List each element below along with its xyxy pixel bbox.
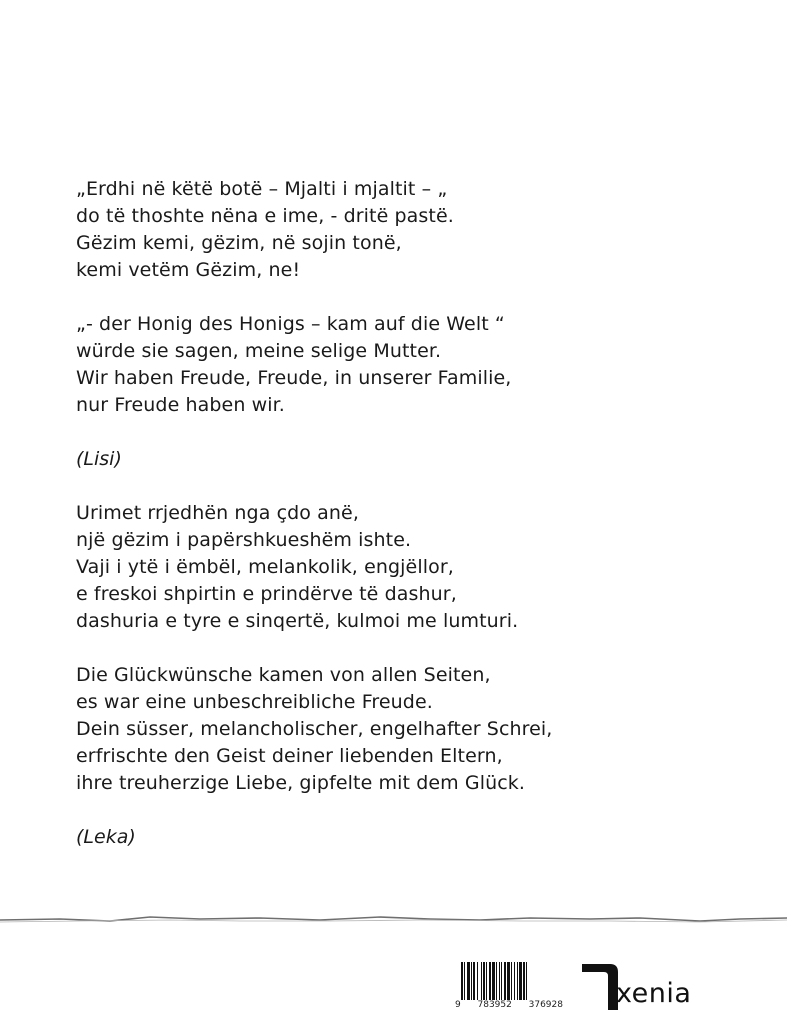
barcode-bar (501, 962, 502, 1000)
poem-line: es war eine unbeschreibliche Freude. (76, 691, 433, 713)
stanza-albanian-1 (76, 176, 756, 284)
stanza-german-2 (76, 662, 756, 797)
barcode-digits (455, 1000, 563, 1010)
poem-line: erfrischte den Geist deiner liebenden Eltern, (76, 745, 503, 767)
poem-line: një gëzim i papërshkueshëm ishte. (76, 529, 412, 551)
poem-line: Vaji i ytë i ëmbël, melankolik, engjëllor, (76, 556, 454, 578)
barcode-bar (486, 962, 487, 1000)
barcode-bar (481, 962, 482, 1000)
barcode-bars (461, 962, 559, 1000)
barcode-bar (523, 962, 525, 1000)
poem-line: kemi vetëm Gëzim, ne! (76, 259, 301, 281)
poem-line: e freskoi shpirtin e prindërve të dashur, (76, 583, 457, 605)
stanza-german-1 (76, 311, 756, 419)
poem-line: würde sie sagen, meine selige Mutter. (76, 340, 442, 362)
barcode (455, 962, 563, 1014)
publisher-name: xenia (616, 978, 692, 1009)
barcode-bar (473, 962, 475, 1000)
barcode-bar (464, 962, 465, 1000)
poem-line: „- der Honig des Honigs – kam auf die Welt “ (76, 313, 505, 335)
barcode-digit-group: 783952 (477, 1000, 512, 1010)
barcode-bar (507, 962, 510, 1000)
barcode-bar (483, 962, 485, 1000)
poem-line: Wir haben Freude, Freude, in unserer Familie, (76, 367, 512, 389)
poem-line: Die Glückwünsche kamen von allen Seiten, (76, 664, 491, 686)
poem-line: „Erdhi në këtë botë – Mjalti i mjaltit – „ (76, 178, 448, 200)
barcode-bar (496, 962, 497, 1000)
barcode-bar (519, 962, 522, 1000)
barcode-bar (526, 962, 527, 1000)
poem-line: nur Freude haben wir. (76, 394, 285, 416)
ground-line-decoration (0, 908, 787, 928)
barcode-digit-prefix: 9 (455, 1000, 461, 1010)
barcode-bar (504, 962, 506, 1000)
barcode-bar (477, 962, 478, 1000)
poem-line: do të thoshte nëna e ime, - dritë pastë. (76, 205, 454, 227)
poem-line: ihre treuherzige Liebe, gipfelte mit dem Glück. (76, 772, 526, 794)
poem-line: Gëzim kemi, gëzim, në sojin tonë, (76, 232, 402, 254)
barcode-digit-group: 376928 (528, 1000, 563, 1010)
publisher-logo (580, 960, 700, 1012)
barcode-bar (514, 962, 515, 1000)
barcode-bar (517, 962, 518, 1000)
barcode-bar (467, 962, 470, 1000)
poem (76, 176, 756, 851)
barcode-bar (511, 962, 512, 1000)
barcode-bar (499, 962, 500, 1000)
barcode-bar (492, 962, 495, 1000)
stanza-albanian-2 (76, 500, 756, 635)
poem-line: dashuria e tyre e sinqertë, kulmoi me lumturi. (76, 610, 519, 632)
barcode-bar (471, 962, 472, 1000)
author-signature: (Lisi) (76, 448, 122, 470)
publisher-logo-mark-icon (580, 962, 620, 1012)
author-signature: (Leka) (76, 826, 136, 848)
barcode-bar (461, 962, 463, 1000)
barcode-bar (489, 962, 491, 1000)
poem-line: Dein süsser, melancholischer, engelhafter Schrei, (76, 718, 553, 740)
poem-line: Urimet rrjedhën nga çdo anë, (76, 502, 359, 524)
